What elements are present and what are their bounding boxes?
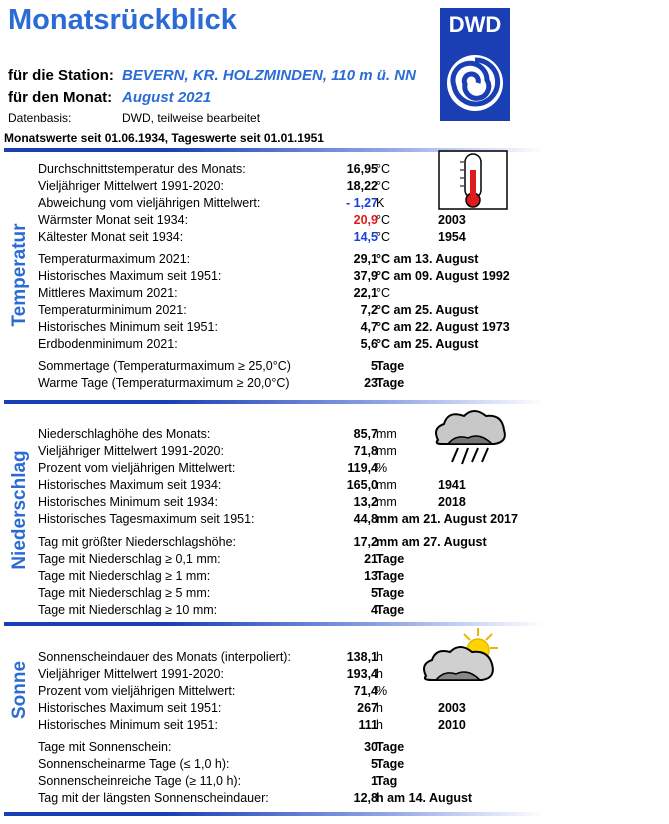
row-unit: °C (376, 230, 391, 244)
row-value: 22,1 (353, 286, 378, 300)
row-label: Sommertage (Temperaturmaximum ≥ 25,0°C) (38, 359, 291, 373)
row-label: Erdbodenminimum 2021: (38, 337, 178, 351)
thermometer-icon (438, 150, 508, 210)
row-unit: % (376, 684, 388, 698)
row-year: 2010 (438, 718, 466, 732)
row-label: Sonnenscheinarme Tage (≤ 1,0 h): (38, 757, 230, 771)
row-unit: Tage (376, 569, 405, 583)
row-label: Tage mit Niederschlag ≥ 5 mm: (38, 586, 211, 600)
row-label: Tag mit der längsten Sonnenscheindauer: (38, 791, 269, 805)
row-unit: mm am 21. August 2017 (376, 512, 518, 526)
row-unit: °C am 09. August 1992 (376, 269, 510, 283)
row-unit: mm (376, 478, 397, 492)
row-label: Abweichung vom vieljährigen Mittelwert: (38, 196, 261, 210)
dwd-spiral-icon (445, 52, 505, 114)
row-label: Tage mit Niederschlag ≥ 1 mm: (38, 569, 211, 583)
row-unit: °C am 25. August (376, 303, 479, 317)
row-unit: mm (376, 495, 397, 509)
row-value: 193,4 (346, 667, 378, 681)
row-label: Prozent vom vieljährigen Mittelwert: (38, 461, 236, 475)
row-label: Historisches Maximum seit 1951: (38, 269, 222, 283)
station-value: BEVERN, KR. HOLZMINDEN, 110 m ü. NN (122, 67, 416, 84)
row-value: 21 (364, 552, 378, 566)
row-unit: Tage (376, 359, 405, 373)
row-label: Historisches Minimum seit 1951: (38, 718, 218, 732)
station-label: für die Station: (8, 67, 114, 84)
row-unit: °C am 13. August (376, 252, 479, 266)
row-label: Tage mit Niederschlag ≥ 10 mm: (38, 603, 218, 617)
row-value: 119,4 (347, 461, 378, 475)
row-value: 37,9 (353, 269, 378, 283)
row-value: 20,9 (353, 213, 378, 227)
row-label: Wärmster Monat seit 1934: (38, 213, 189, 227)
row-unit: h am 14. August (376, 791, 473, 805)
row-year: 2018 (438, 495, 466, 509)
dwd-logo (440, 8, 510, 121)
row-unit: Tage (376, 603, 405, 617)
row-unit: mm (376, 444, 397, 458)
row-value: 7,2 (360, 303, 378, 317)
row-value: 18,22 (346, 179, 378, 193)
row-value: 85,7 (353, 427, 378, 441)
row-label: Historisches Maximum seit 1934: (38, 478, 222, 492)
row-unit: Tage (376, 757, 405, 771)
row-value: 12,8 (353, 791, 378, 805)
row-value: 138,1 (346, 650, 378, 664)
row-label: Durchschnittstemperatur des Monats: (38, 162, 246, 176)
row-value: 13,2 (353, 495, 378, 509)
row-label: Tag mit größter Niederschlagshöhe: (38, 535, 237, 549)
row-unit: °C (376, 286, 391, 300)
row-label: Historisches Maximum seit 1951: (38, 701, 222, 715)
row-value: 44,8 (353, 512, 378, 526)
row-year: 1954 (438, 230, 466, 244)
row-value: 29,1 (353, 252, 378, 266)
basis-label: Datenbasis: (8, 111, 72, 125)
row-value: 267 (357, 701, 378, 715)
row-value: 17,2 (353, 535, 378, 549)
basis-value: DWD, teilweise bearbeitet (122, 111, 261, 125)
row-unit: Tag (376, 774, 398, 788)
dwd-logo-text: DWD (448, 12, 502, 37)
row-value: 4,7 (360, 320, 378, 334)
row-label: Warme Tage (Temperaturmaximum ≥ 20,0°C) (38, 376, 290, 390)
row-label: Niederschlaghöhe des Monats: (38, 427, 211, 441)
divider (4, 812, 544, 816)
row-unit: Tage (376, 740, 405, 754)
row-label: Historisches Minimum seit 1951: (38, 320, 218, 334)
row-unit: h (376, 718, 383, 732)
row-label: Sonnenscheinreiche Tage (≥ 11,0 h): (38, 774, 242, 788)
row-label: Tage mit Sonnenschein: (38, 740, 172, 754)
row-label: Prozent vom vieljährigen Mittelwert: (38, 684, 236, 698)
row-value: 5 (371, 359, 378, 373)
row-year: 1941 (438, 478, 466, 492)
row-label: Mittleres Maximum 2021: (38, 286, 178, 300)
row-label: Vieljähriger Mittelwert 1991-2020: (38, 444, 224, 458)
row-label: Tage mit Niederschlag ≥ 0,1 mm: (38, 552, 221, 566)
row-unit: Tage (376, 552, 405, 566)
row-unit: h (376, 650, 383, 664)
row-value: - 1,27 (346, 196, 378, 210)
row-label: Vieljähriger Mittelwert 1991-2020: (38, 667, 224, 681)
row-value: 1 (371, 774, 378, 788)
row-label: Sonnenscheindauer des Monats (interpoliert): (38, 650, 291, 664)
row-label: Vieljähriger Mittelwert 1991-2020: (38, 179, 224, 193)
row-value: 5 (371, 586, 378, 600)
row-value: 23 (364, 376, 378, 390)
section-label-sonne: Sonne (9, 660, 30, 720)
row-unit: mm am 27. August (376, 535, 487, 549)
row-unit: h (376, 701, 383, 715)
month-value: August 2021 (122, 89, 212, 106)
row-label: Kältester Monat seit 1934: (38, 230, 184, 244)
row-value: 111 (358, 718, 378, 732)
row-unit: Tage (376, 586, 405, 600)
row-value: 14,5 (353, 230, 378, 244)
row-value: 165,0 (346, 478, 378, 492)
rain-cloud-icon (428, 404, 510, 470)
section-label-temperatur: Temperatur (9, 223, 30, 327)
row-value: 13 (364, 569, 378, 583)
row-value: 5,6 (360, 337, 378, 351)
since-note: Monatswerte seit 01.06.1934, Tageswerte seit 01.01.1951 (4, 131, 324, 145)
row-value: 16,95 (346, 162, 378, 176)
row-unit: °C am 22. August 1973 (376, 320, 510, 334)
row-label: Historisches Tagesmaximum seit 1951: (38, 512, 255, 526)
row-label: Historisches Minimum seit 1934: (38, 495, 218, 509)
page-title: Monatsrückblick (8, 4, 237, 36)
row-unit: % (376, 461, 388, 475)
row-year: 2003 (438, 701, 466, 715)
row-value: 5 (371, 757, 378, 771)
row-unit: °C am 25. August (376, 337, 479, 351)
row-value: 4 (371, 603, 378, 617)
row-unit: Tage (376, 376, 405, 390)
row-unit: h (376, 667, 383, 681)
month-label: für den Monat: (8, 89, 113, 106)
row-year: 2003 (438, 213, 466, 227)
row-unit: K (376, 196, 385, 210)
row-value: 30 (364, 740, 378, 754)
row-unit: mm (376, 427, 397, 441)
row-label: Temperaturmaximum 2021: (38, 252, 191, 266)
row-unit: °C (376, 179, 391, 193)
row-value: 71,4 (353, 684, 378, 698)
row-unit: °C (376, 213, 391, 227)
section-label-niederschlag: Niederschlag (9, 450, 30, 570)
row-value: 71,8 (353, 444, 378, 458)
row-unit: °C (376, 162, 391, 176)
row-label: Temperaturminimum 2021: (38, 303, 187, 317)
sun-cloud-icon (418, 624, 504, 690)
